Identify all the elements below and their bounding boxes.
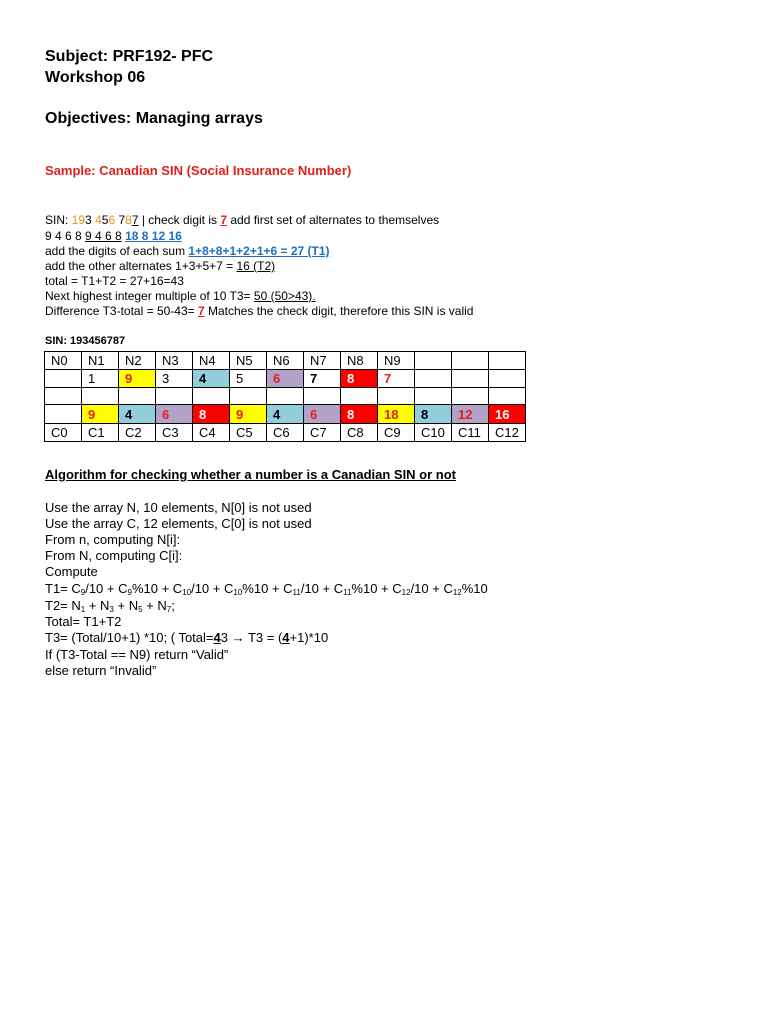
cell: N0: [45, 352, 82, 370]
t1-result: 1+8+8+1+2+1+6 = 27 (T1): [188, 244, 330, 258]
cell: 5: [230, 370, 267, 388]
cell: 9: [82, 405, 119, 424]
t3-result: 50 (50>43).: [253, 289, 316, 303]
cell: C11: [452, 424, 489, 442]
subject-title: Subject: PRF192- PFC: [45, 48, 214, 65]
text: 9 4 6 8: [85, 229, 122, 243]
cell: [82, 388, 119, 405]
digit: 1: [71, 213, 79, 227]
objectives-title: Objectives: Managing arrays: [45, 110, 263, 127]
text: Next highest integer multiple of 10 T3=: [45, 289, 254, 303]
sin-prefix: SIN:: [45, 213, 72, 227]
cell: 8: [193, 405, 230, 424]
cell: 4: [193, 370, 230, 388]
subscript: 12: [401, 588, 411, 597]
cell: C5: [230, 424, 267, 442]
cell: [45, 388, 82, 405]
subscript: 3: [109, 605, 114, 614]
sin-label: SIN: 193456787: [45, 335, 126, 347]
text: %10 + C: [351, 581, 402, 596]
subscript: 10: [233, 588, 243, 597]
table-row-blank: [45, 388, 526, 405]
cell: 3: [156, 370, 193, 388]
subscript: 1: [80, 605, 86, 614]
subscript: 5: [138, 605, 143, 614]
t2-result: 16 (T2): [236, 259, 276, 273]
cell: [119, 388, 156, 405]
cell: C12: [489, 424, 526, 442]
cell: C2: [119, 424, 156, 442]
cell: 7: [378, 370, 415, 388]
text: T2= N: [45, 598, 81, 613]
workshop-title: Workshop 06: [45, 69, 146, 86]
algorithm-t2-formula: [45, 598, 175, 614]
subscript: 9: [80, 588, 86, 597]
algorithm-line: From N, computing C[i]:: [45, 548, 183, 563]
cell: [230, 388, 267, 405]
check-digit: 7: [131, 213, 139, 227]
cell: [378, 388, 415, 405]
cell: [156, 388, 193, 405]
text: add the digits of each sum: [45, 244, 189, 258]
algorithm-title: Algorithm for checking whether a number is a Canadian SIN or not: [45, 467, 457, 482]
cell: [341, 388, 378, 405]
cell: 8: [341, 405, 378, 424]
cell: 4: [119, 405, 156, 424]
cell: 12: [452, 405, 489, 424]
text: | check digit is: [138, 213, 221, 227]
digit: 9: [78, 213, 86, 227]
digit: 6: [108, 213, 119, 227]
cell: N3: [156, 352, 193, 370]
cell: 1: [82, 370, 119, 388]
text: %10 + C: [242, 581, 293, 596]
cell: C9: [378, 424, 415, 442]
subscript: 10: [182, 588, 192, 597]
cell: C3: [156, 424, 193, 442]
cell: 8: [415, 405, 452, 424]
digit: 3: [85, 213, 96, 227]
text: %10 + C: [131, 581, 183, 596]
cell: N7: [304, 352, 341, 370]
text: 4: [282, 630, 290, 645]
difference-value: 7: [197, 304, 205, 318]
cell: N4: [193, 352, 230, 370]
text: /10 + C: [300, 581, 344, 596]
sin-explanation-line-1: [45, 212, 439, 228]
algorithm-line: Use the array N, 10 elements, N[0] is not used: [45, 500, 312, 515]
sin-explanation-line-2: [45, 228, 182, 244]
text: /10 + C: [191, 581, 234, 596]
cell: C10: [415, 424, 452, 442]
cell: N5: [230, 352, 267, 370]
algorithm-line: else return “Invalid”: [45, 663, 157, 678]
text: + N: [142, 598, 167, 613]
algorithm-line: If (T3-Total == N9) return “Valid”: [45, 647, 229, 662]
cell: [452, 352, 489, 370]
cell: N9: [378, 352, 415, 370]
algorithm-t3-formula: [45, 630, 328, 646]
digit: 5: [101, 213, 109, 227]
table-row-n: [45, 352, 526, 370]
cell: 16: [489, 405, 526, 424]
cell: 4: [267, 405, 304, 424]
text: 9 4 6 8: [45, 229, 86, 243]
text: %10: [461, 581, 488, 596]
cell: 6: [267, 370, 304, 388]
algorithm-line: Total= T1+T2: [45, 614, 122, 629]
sin-explanation-line-4: [45, 258, 275, 274]
cell: 7: [304, 370, 341, 388]
cell: N8: [341, 352, 378, 370]
cell: [489, 370, 526, 388]
algorithm-t1-formula: [45, 581, 488, 597]
sin-explanation-line-3: [45, 243, 330, 259]
digit: 8: [125, 213, 132, 227]
subscript: 11: [292, 588, 301, 597]
cell: [193, 388, 230, 405]
cell: [415, 388, 452, 405]
table-row-values: [45, 405, 526, 424]
cell: C4: [193, 424, 230, 442]
cell: [489, 352, 526, 370]
cell: [452, 388, 489, 405]
subscript: 11: [343, 588, 352, 597]
cell: [45, 370, 82, 388]
sums: 18 8 12 16: [125, 229, 182, 243]
algorithm-line: From n, computing N[i]:: [45, 532, 181, 547]
text: ;: [171, 598, 175, 613]
cell: [415, 370, 452, 388]
cell: [45, 405, 82, 424]
check-digit-value: 7: [220, 213, 228, 227]
text: T3= (Total/10+1) *10; ( Total=: [45, 630, 214, 645]
cell: [489, 388, 526, 405]
text: Matches the check digit, therefore this SIN is valid: [204, 304, 474, 318]
algorithm-line: Use the array C, 12 elements, C[0] is not used: [45, 516, 312, 531]
subscript: 9: [127, 588, 132, 597]
cell: N2: [119, 352, 156, 370]
cell: N1: [82, 352, 119, 370]
text: 4: [213, 630, 221, 645]
text: Difference T3-total = 50-43=: [45, 304, 198, 318]
text: add first set of alternates to themselves: [227, 213, 440, 227]
sin-array-table: [44, 351, 526, 442]
sample-title: Sample: Canadian SIN (Social Insurance Number): [45, 163, 352, 178]
cell: N6: [267, 352, 304, 370]
sin-explanation-line-7: [45, 303, 473, 319]
cell: 6: [156, 405, 193, 424]
text: + N: [113, 598, 139, 613]
cell: [304, 388, 341, 405]
cell: C7: [304, 424, 341, 442]
cell: [415, 352, 452, 370]
subscript: 7: [166, 605, 172, 614]
cell: 6: [304, 405, 341, 424]
cell: 9: [230, 405, 267, 424]
text: add the other alternates 1+3+5+7 =: [45, 259, 237, 273]
text: +1)*10: [289, 630, 329, 645]
algorithm-line: Compute: [45, 564, 98, 579]
cell: 9: [119, 370, 156, 388]
cell: C0: [45, 424, 82, 442]
table-row-digits: [45, 370, 526, 388]
cell: C1: [82, 424, 119, 442]
text: /10 + C: [410, 581, 453, 596]
text: /10 + C: [85, 581, 128, 596]
text: T1= C: [45, 581, 81, 596]
subscript: 12: [452, 588, 462, 597]
cell: 18: [378, 405, 415, 424]
digit: 7: [118, 213, 126, 227]
cell: C8: [341, 424, 378, 442]
digit: 4: [95, 213, 102, 227]
cell: C6: [267, 424, 304, 442]
sin-explanation-line-6: [45, 288, 316, 304]
cell: [267, 388, 304, 405]
text: 3 → T3 = (: [220, 630, 283, 645]
table-row-c: [45, 424, 526, 442]
cell: [452, 370, 489, 388]
sin-explanation-line-5: total = T1+T2 = 27+16=43: [45, 274, 184, 288]
cell: 8: [341, 370, 378, 388]
text: + N: [85, 598, 110, 613]
